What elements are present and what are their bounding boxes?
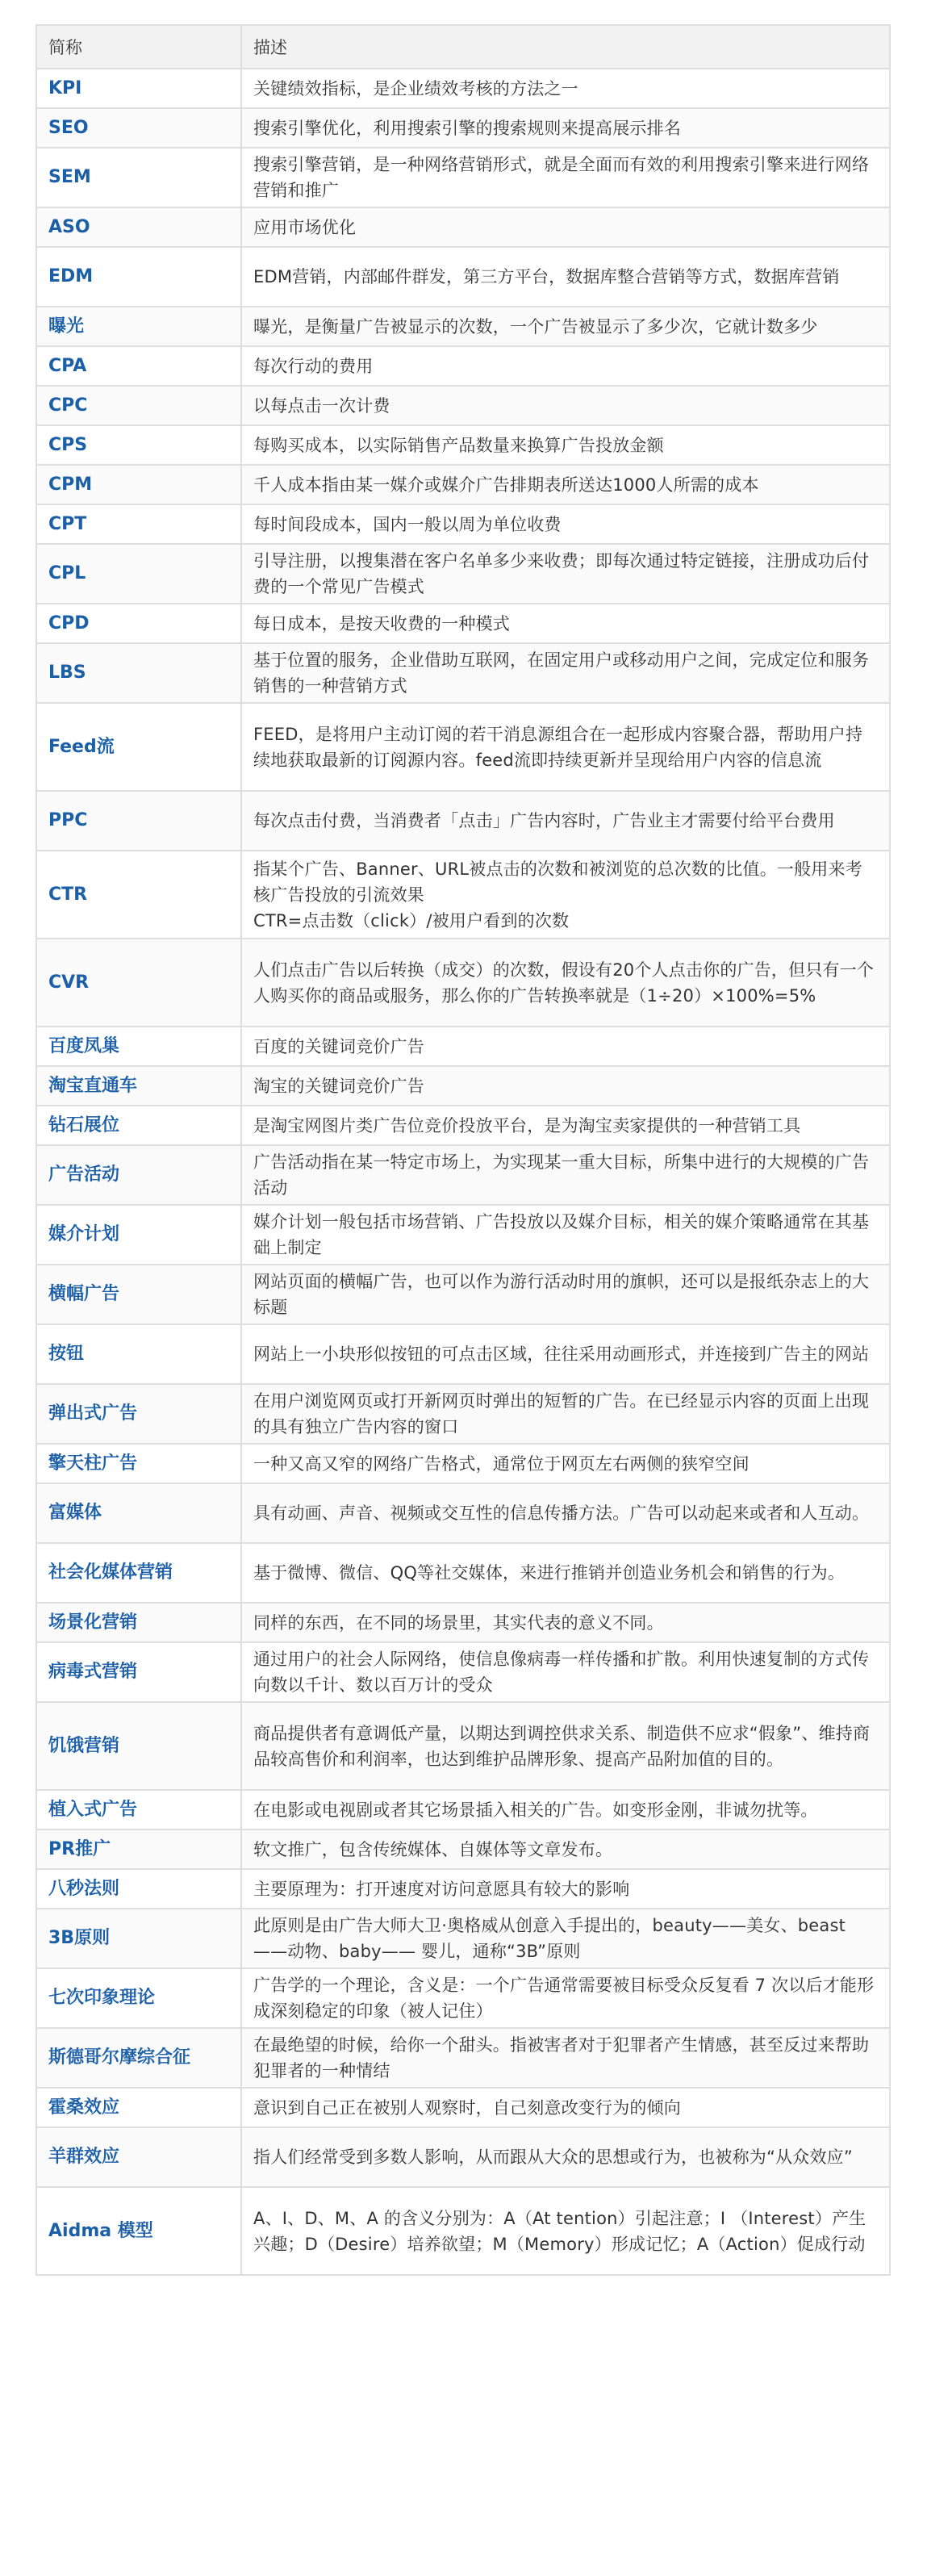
description-cell	[241, 703, 890, 791]
description-text: 网站上一小块形似按钮的可点击区域，往往采用动画形式，并连接到广告主的网站	[253, 1344, 870, 1364]
term-cell: 羊群效应	[36, 2127, 241, 2187]
table-row	[36, 1444, 890, 1483]
description-text: 应用市场优化	[253, 217, 357, 237]
term-cell: 霍桑效应	[36, 2088, 241, 2127]
description-text: 通过用户的社会人际网络，使信息像病毒一样传播和扩散。利用快速复制的方式传向数以千计、数以百万计的受众	[253, 1650, 870, 1695]
term-cell: 社会化媒体营销	[36, 1543, 241, 1603]
description-text-line2: CTR=点击数（click）/被用户看到的次数	[253, 910, 570, 930]
term-cell: 植入式广告	[36, 1790, 241, 1830]
table-row	[36, 1830, 890, 1869]
header-description: 描述	[241, 25, 890, 69]
term-cell: 横幅广告	[36, 1265, 241, 1324]
description-text: 在用户浏览网页或打开新网页时弹出的短暂的广告。在已经显示内容的页面上出现的具有独立广告内容的窗口	[253, 1391, 870, 1436]
description-cell	[241, 1968, 890, 2028]
description-text: 指人们经常受到多数人影响，从而跟从大众的思想或行为，也被称为“从众效应”	[253, 2147, 853, 2167]
term-cell: SEM	[36, 148, 241, 207]
description-text: 软文推广，包含传统媒体、自媒体等文章发布。	[253, 1839, 613, 1859]
glossary-table	[35, 24, 891, 2276]
description-text: 在电影或电视剧或者其它场景插入相关的广告。如变形金刚，非诚勿扰等。	[253, 1800, 818, 1820]
term-cell: 按钮	[36, 1324, 241, 1384]
description-text: 具有动画、声音、视频或交互性的信息传播方法。广告可以动起来或者和人互动。	[253, 1503, 870, 1523]
description-text: 媒介计划一般包括市场营销、广告投放以及媒介目标，相关的媒介策略通常在其基础上制定	[253, 1212, 870, 1257]
term-cell: CTR	[36, 851, 241, 939]
term-cell: 钻石展位	[36, 1106, 241, 1145]
table-header-row	[36, 25, 890, 69]
table-row	[36, 643, 890, 703]
description-cell	[241, 307, 890, 346]
table-row	[36, 544, 890, 604]
term-cell: 曝光	[36, 307, 241, 346]
description-cell	[241, 1205, 890, 1265]
term-cell: PPC	[36, 791, 241, 851]
table-row	[36, 425, 890, 465]
glossary-table-wrapper	[35, 24, 891, 2276]
description-cell	[241, 1603, 890, 1642]
description-cell	[241, 1027, 890, 1066]
description-cell	[241, 1444, 890, 1483]
description-cell	[241, 1909, 890, 1968]
table-row	[36, 1066, 890, 1106]
table-row	[36, 1543, 890, 1603]
table-row	[36, 1702, 890, 1790]
description-text: 网站页面的横幅广告，也可以作为游行活动时用的旗帜，还可以是报纸杂志上的大标题	[253, 1272, 870, 1317]
term-cell: Feed流	[36, 703, 241, 791]
description-text: 每时间段成本，国内一般以周为单位收费	[253, 514, 562, 534]
description-text: 关键绩效指标，是企业绩效考核的方法之一	[253, 78, 578, 98]
description-cell	[241, 2088, 890, 2127]
table-row	[36, 148, 890, 207]
header-term: 简称	[36, 25, 241, 69]
description-cell	[241, 604, 890, 643]
description-cell	[241, 247, 890, 307]
description-text: 是淘宝网图片类广告位竞价投放平台，是为淘宝卖家提供的一种营销工具	[253, 1115, 801, 1135]
table-row	[36, 1106, 890, 1145]
description-cell	[241, 1790, 890, 1830]
description-text: 千人成本指由某一媒介或媒介广告排期表所送达1000人所需的成本	[253, 475, 759, 495]
description-text: 主要原理为：打开速度对访问意愿具有较大的影响	[253, 1879, 630, 1899]
table-row	[36, 791, 890, 851]
table-row	[36, 1603, 890, 1642]
table-row	[36, 939, 890, 1027]
description-text: 搜索引擎优化，利用搜索引擎的搜索规则来提高展示排名	[253, 118, 681, 138]
term-cell: CPA	[36, 346, 241, 386]
table-row	[36, 2187, 890, 2275]
term-cell: KPI	[36, 69, 241, 108]
description-text: 同样的东西，在不同的场景里，其实代表的意义不同。	[253, 1612, 664, 1633]
description-text: 广告活动指在某一特定市场上，为实现某一重大目标，所集中进行的大规模的广告活动	[253, 1152, 870, 1198]
description-cell	[241, 1543, 890, 1603]
description-text: 每购买成本，以实际销售产品数量来换算广告投放金额	[253, 435, 664, 455]
description-cell	[241, 1702, 890, 1790]
table-row	[36, 2088, 890, 2127]
description-cell	[241, 1106, 890, 1145]
term-cell: EDM	[36, 247, 241, 307]
description-cell	[241, 1483, 890, 1543]
table-row	[36, 2127, 890, 2187]
description-text: 每日成本，是按天收费的一种模式	[253, 613, 510, 634]
term-cell: 七次印象理论	[36, 1968, 241, 2028]
table-row	[36, 1324, 890, 1384]
table-row	[36, 1145, 890, 1205]
table-row	[36, 1869, 890, 1909]
description-cell	[241, 69, 890, 108]
term-cell: CVR	[36, 939, 241, 1027]
description-text: 以每点击一次计费	[253, 395, 390, 416]
description-text: EDM营销，内部邮件群发，第三方平台，数据库整合营销等方式，数据库营销	[253, 267, 840, 286]
table-row	[36, 69, 890, 108]
description-cell	[241, 1145, 890, 1205]
description-text: 此原则是由广告大师大卫·奥格威从创意入手提出的，beauty——美女、beast——动物、baby—— 婴儿，通称“3B”原则	[253, 1916, 846, 1961]
table-row	[36, 2028, 890, 2088]
description-text: 基于微博、微信、QQ等社交媒体，来进行推销并创造业务机会和销售的行为。	[253, 1563, 846, 1583]
table-row	[36, 1265, 890, 1324]
description-cell	[241, 791, 890, 851]
description-text: 一种又高又窄的网络广告格式，通常位于网页左右两侧的狭窄空间	[253, 1453, 750, 1474]
description-cell	[241, 2187, 890, 2275]
term-cell: CPL	[36, 544, 241, 604]
description-cell	[241, 425, 890, 465]
description-cell	[241, 504, 890, 544]
table-row	[36, 207, 890, 247]
term-cell: Aidma 模型	[36, 2187, 241, 2275]
table-row	[36, 703, 890, 791]
description-cell	[241, 108, 890, 148]
term-cell: 场景化营销	[36, 1603, 241, 1642]
table-row	[36, 386, 890, 425]
description-text: 每次点击付费，当消费者「点击」广告内容时，广告业主才需要付给平台费用	[253, 811, 835, 830]
description-text: 每次行动的费用	[253, 356, 374, 376]
table-row	[36, 346, 890, 386]
description-text: 百度的关键词竞价广告	[253, 1036, 424, 1056]
term-cell: 3B原则	[36, 1909, 241, 1968]
table-row	[36, 1790, 890, 1830]
term-cell: CPS	[36, 425, 241, 465]
description-cell	[241, 1324, 890, 1384]
term-cell: 病毒式营销	[36, 1642, 241, 1702]
term-cell: SEO	[36, 108, 241, 148]
description-text: 曝光，是衡量广告被显示的次数，一个广告被显示了多少次，它就计数多少	[253, 316, 818, 337]
table-row	[36, 1909, 890, 1968]
description-text: 商品提供者有意调低产量，以期达到调控供求关系、制造供不应求“假象”、维持商品较高售价和利润率，也达到维护品牌形象、提高产品附加值的目的。	[253, 1723, 871, 1769]
term-cell: ASO	[36, 207, 241, 247]
term-cell: LBS	[36, 643, 241, 703]
table-row	[36, 108, 890, 148]
description-cell	[241, 2028, 890, 2088]
term-cell: 百度凤巢	[36, 1027, 241, 1066]
term-cell: 媒介计划	[36, 1205, 241, 1265]
description-text: A、I、D、M、A 的含义分别为：A（At tention）引起注意；I （Interest）产生兴趣；D（Desire）培养欲望；M（Memory）形成记忆；A（Action）促成行动	[253, 2208, 866, 2254]
description-text: 在最绝望的时候，给你一个甜头。指被害者对于犯罪者产生情感，甚至反过来帮助犯罪者的一种情结	[253, 2035, 870, 2080]
table-row	[36, 504, 890, 544]
description-cell	[241, 1066, 890, 1106]
term-cell: 饥饿营销	[36, 1702, 241, 1790]
description-cell	[241, 148, 890, 207]
description-text: 广告学的一个理论，含义是：一个广告通常需要被目标受众反复看 7 次以后才能形成深刻稳定的印象（被人记住）	[253, 1976, 875, 2021]
table-row	[36, 1384, 890, 1444]
description-text: 指某个广告、Banner、URL被点击的次数和被浏览的总次数的比值。一般用来考核广告投放的引流效果	[253, 859, 862, 905]
description-cell	[241, 851, 890, 939]
description-text: 人们点击广告以后转换（成交）的次数，假设有20个人点击你的广告，但只有一个人购买你的商品或服务，那么你的广告转换率就是（1÷20）×100%=5%	[253, 960, 875, 1006]
table-row	[36, 307, 890, 346]
description-cell	[241, 1642, 890, 1702]
description-cell	[241, 1869, 890, 1909]
description-text: FEED，是将用户主动订阅的若干消息源组合在一起形成内容聚合器，帮助用户持续地获取最新的订阅源内容。feed流即持续更新并呈现给用户内容的信息流	[253, 724, 863, 770]
table-row	[36, 851, 890, 939]
description-cell	[241, 386, 890, 425]
description-cell	[241, 544, 890, 604]
table-row	[36, 1205, 890, 1265]
term-cell: 富媒体	[36, 1483, 241, 1543]
description-cell	[241, 1830, 890, 1869]
table-row	[36, 247, 890, 307]
description-text: 基于位置的服务，企业借助互联网，在固定用户或移动用户之间，完成定位和服务销售的一种营销方式	[253, 650, 870, 696]
description-cell	[241, 643, 890, 703]
term-cell: 斯德哥尔摩综合征	[36, 2028, 241, 2088]
table-row	[36, 1968, 890, 2028]
description-cell	[241, 939, 890, 1027]
description-text: 引导注册，以搜集潜在客户名单多少来收费；即每次通过特定链接，注册成功后付费的一个常见广告模式	[253, 551, 870, 596]
table-row	[36, 1483, 890, 1543]
table-row	[36, 604, 890, 643]
term-cell: CPD	[36, 604, 241, 643]
table-row	[36, 465, 890, 504]
term-cell: CPM	[36, 465, 241, 504]
description-cell	[241, 1384, 890, 1444]
description-text: 淘宝的关键词竞价广告	[253, 1076, 424, 1096]
term-cell: 淘宝直通车	[36, 1066, 241, 1106]
term-cell: 广告活动	[36, 1145, 241, 1205]
term-cell: 擎天柱广告	[36, 1444, 241, 1483]
term-cell: 八秒法则	[36, 1869, 241, 1909]
description-cell	[241, 2127, 890, 2187]
table-row	[36, 1642, 890, 1702]
term-cell: 弹出式广告	[36, 1384, 241, 1444]
term-cell: CPT	[36, 504, 241, 544]
table-body	[36, 69, 890, 2275]
table-row	[36, 1027, 890, 1066]
description-cell	[241, 207, 890, 247]
description-cell	[241, 1265, 890, 1324]
term-cell: CPC	[36, 386, 241, 425]
term-cell: PR推广	[36, 1830, 241, 1869]
description-text: 搜索引擎营销，是一种网络营销形式，就是全面而有效的利用搜索引擎来进行网络营销和推广	[253, 155, 870, 200]
description-cell	[241, 346, 890, 386]
description-text: 意识到自己正在被别人观察时，自己刻意改变行为的倾向	[253, 2097, 681, 2118]
description-cell	[241, 465, 890, 504]
